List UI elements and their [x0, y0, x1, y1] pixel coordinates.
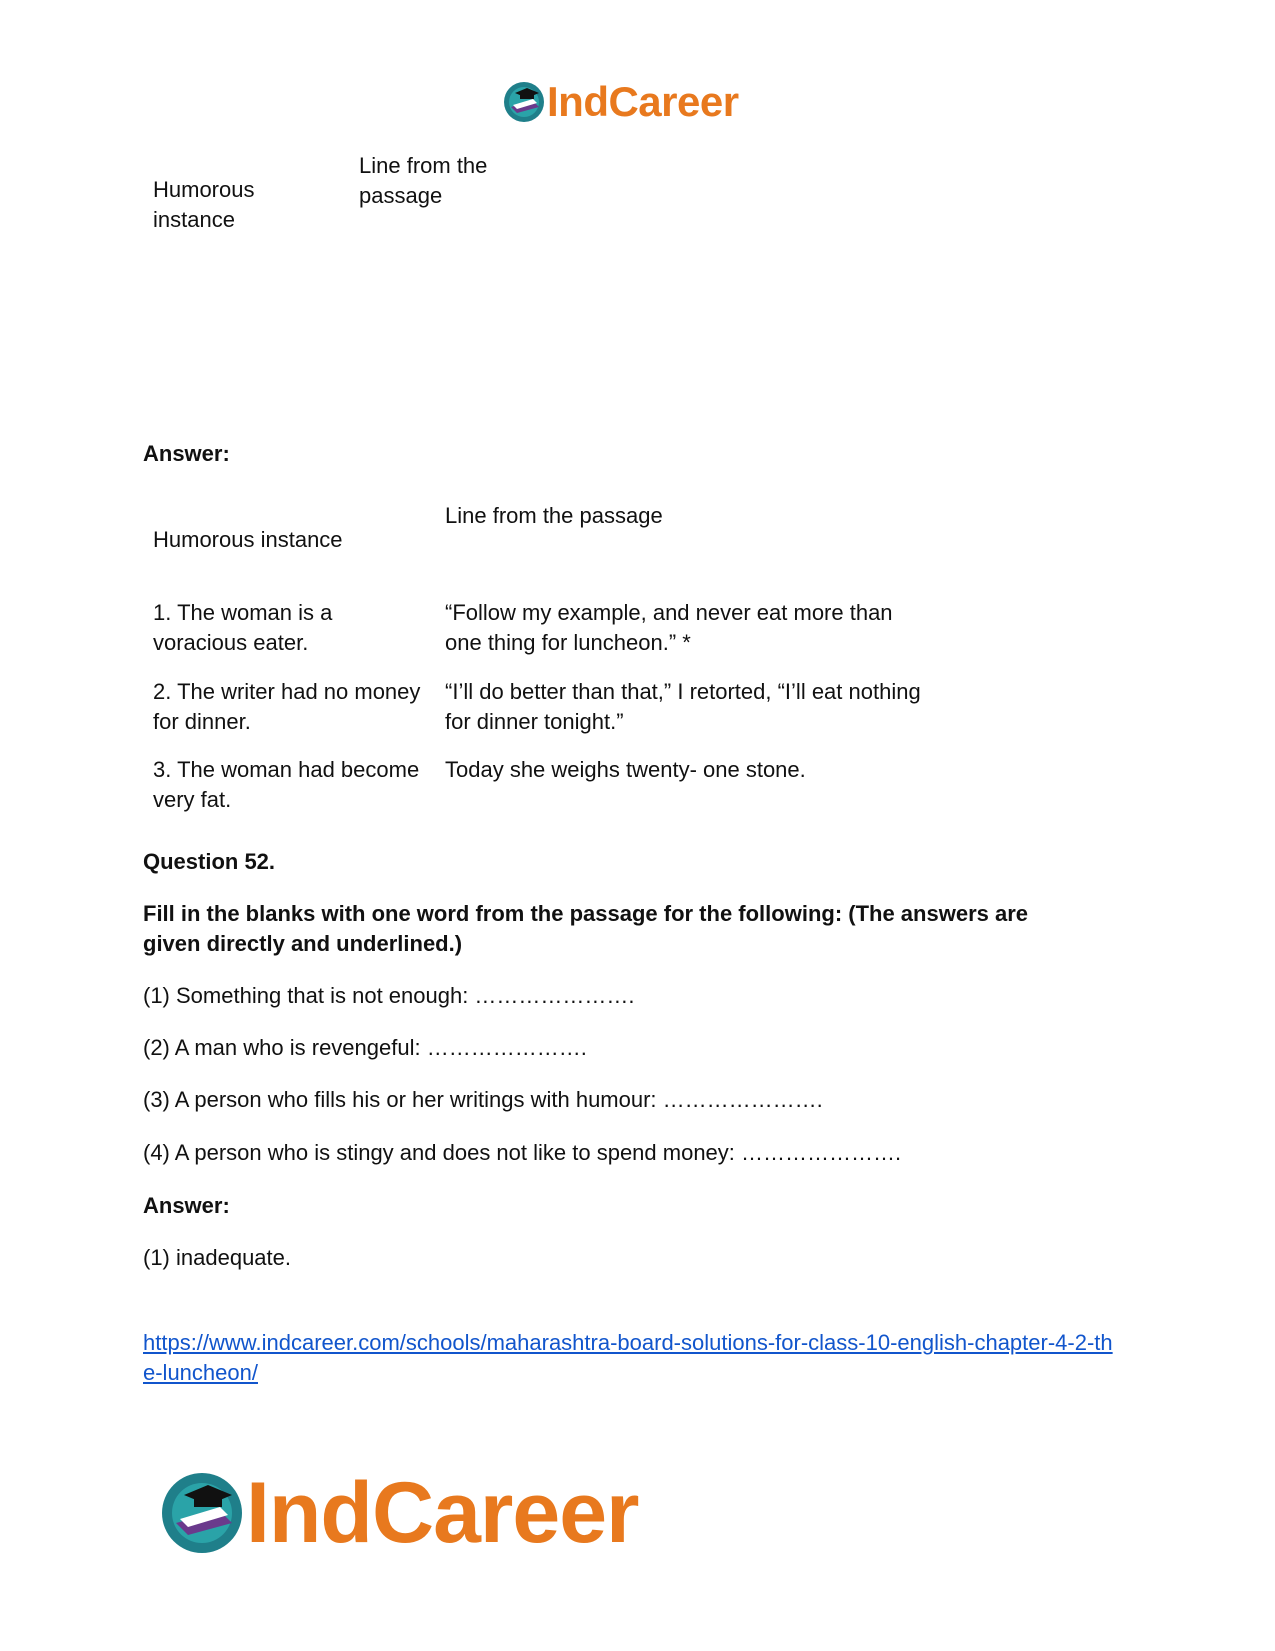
- table-row-1-line: “Follow my example, and never eat more than one thing for luncheon.” *: [445, 600, 893, 655]
- table-row-1-instance: 1. The woman is a voracious eater.: [153, 600, 333, 655]
- brand-wordmark-large: IndCareer: [246, 1465, 639, 1561]
- graduation-book-emblem-icon: [160, 1471, 244, 1555]
- answer-item-1: (1) inadequate.: [143, 1245, 291, 1270]
- blank-item-1: (1) Something that is not enough: ………………….: [143, 983, 635, 1008]
- footer-source-link[interactable]: https://www.indcareer.com/schools/maharashtra-board-solutions-for-class-10-english-chapter-4-2-the-luncheon/: [143, 1330, 1113, 1385]
- top-table-header-line: Line from the passage: [359, 153, 488, 208]
- table-row-2-line: “I’ll do better than that,” I retorted, “I’ll eat nothing for dinner tonight.”: [445, 679, 921, 734]
- table-row-3-line: Today she weighs twenty- one stone.: [445, 757, 806, 782]
- blank-item-3: (3) A person who fills his or her writings with humour: ………………….: [143, 1087, 823, 1112]
- blank-item-4: (4) A person who is stingy and does not like to spend money: ………………….: [143, 1140, 902, 1165]
- table-row-3-instance: 3. The woman had become very fat.: [153, 757, 420, 812]
- table-row-2-instance: 2. The writer had no money for dinner.: [153, 679, 421, 734]
- answer-label-2: Answer:: [143, 1193, 230, 1218]
- header-logo: [503, 78, 739, 126]
- answer-table-header-line: Line from the passage: [445, 503, 663, 528]
- top-table-header-instance: Humorous instance: [153, 177, 255, 232]
- brand-wordmark: IndCareer: [547, 78, 739, 125]
- footer-logo: [160, 1465, 639, 1561]
- answer-label: Answer:: [143, 441, 230, 466]
- blank-item-2: (2) A man who is revengeful: ………………….: [143, 1035, 587, 1060]
- question-label: Question 52.: [143, 849, 276, 874]
- graduation-book-emblem-icon: [503, 81, 545, 123]
- question-prompt: Fill in the blanks with one word from the passage for the following: (The answers are given directly and underlined.): [143, 901, 1029, 956]
- answer-table-header-instance: Humorous instance: [153, 527, 343, 552]
